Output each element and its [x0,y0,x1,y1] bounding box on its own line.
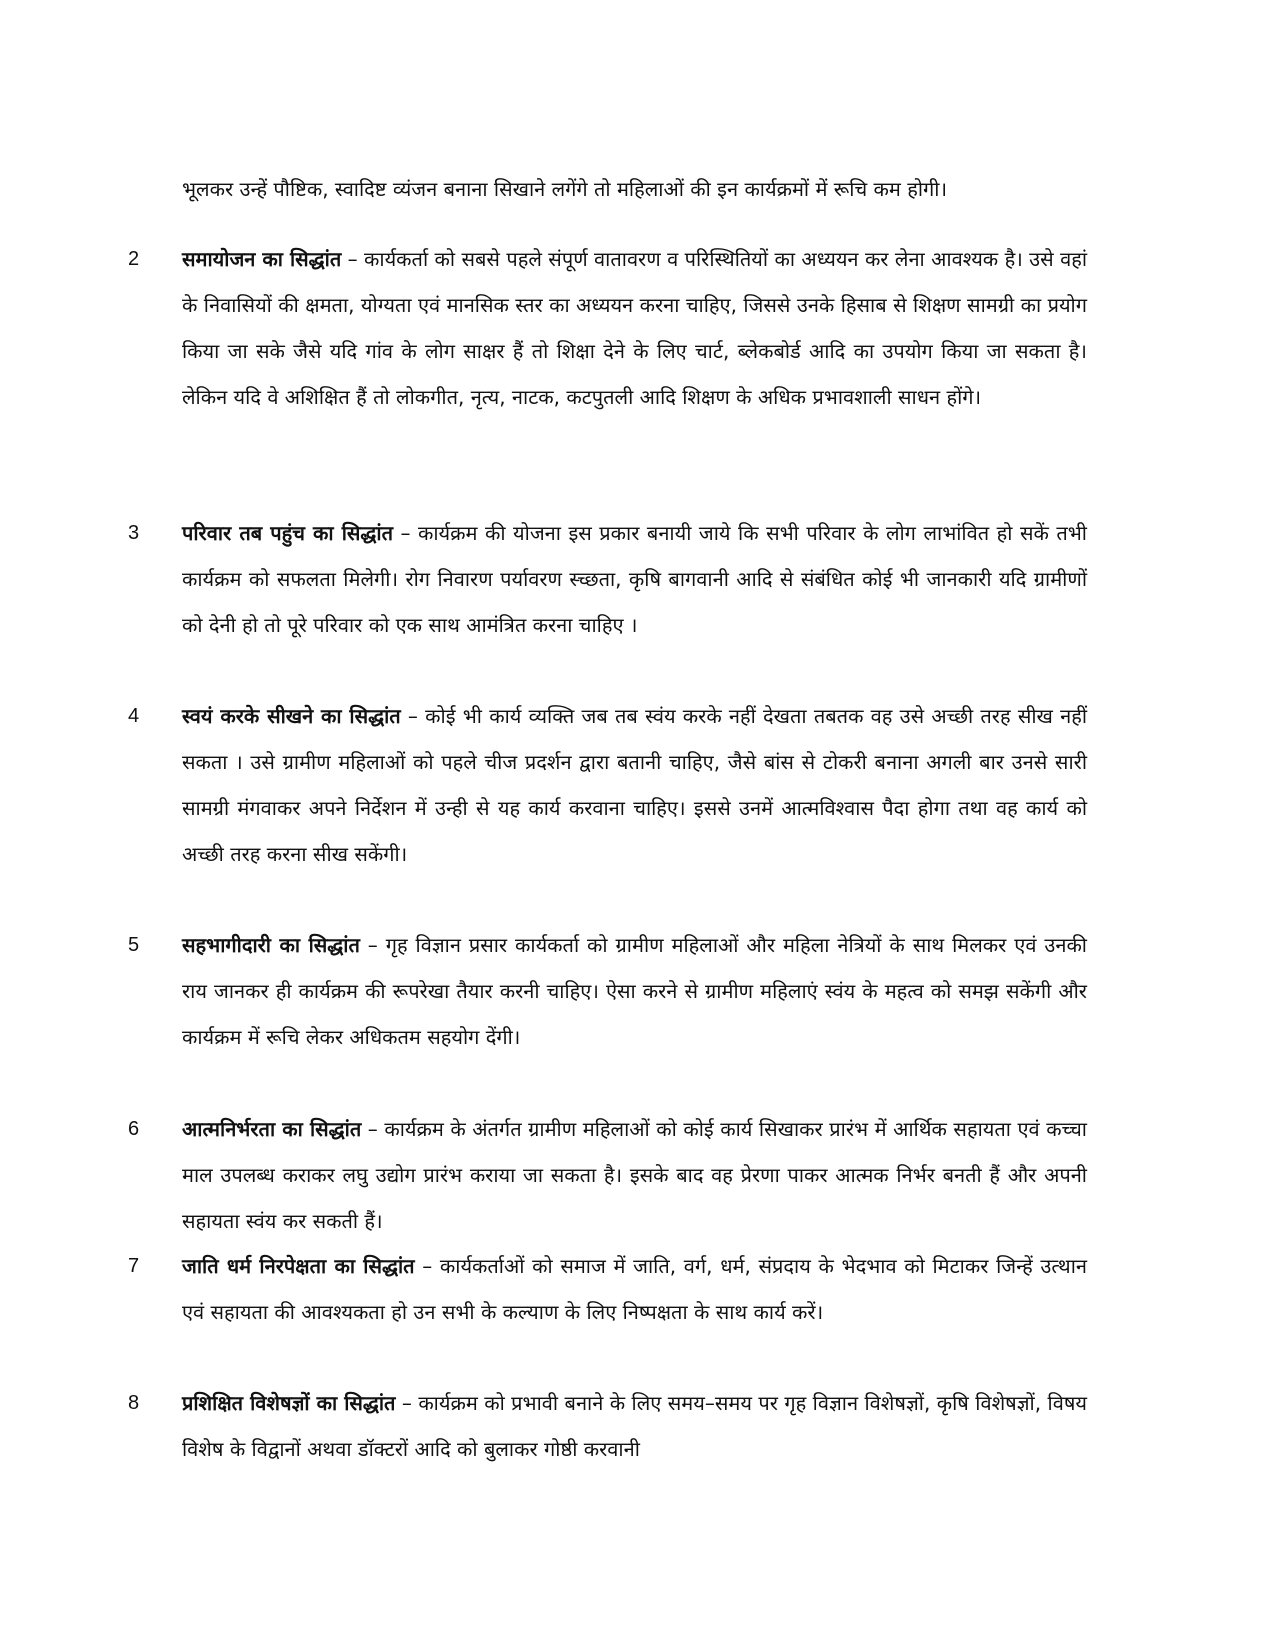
item-heading: सहभागीदारी का सिद्धांत [182,933,360,957]
item-text: – कार्यक्रम को प्रभावी बनाने के लिए समय–समय पर गृह विज्ञान विशेषज्ञों, कृषि विशेषज्ञों, विषय विशेष के विद्वानों अथवा डॉक्टरों आदि को बुलाकर गोष्ठी करवानी [182,1391,1087,1461]
item-body [182,510,1087,648]
item-text: – कार्यक्रम के अंतर्गत ग्रामीण महिलाओं को कोई कार्य सिखाकर प्रारंभ में आर्थिक सहायता एवं कच्चा माल उपलब्ध कराकर लघु उद्योग प्रारंभ कराया जा सकता है। इसके बाद वह प्रेरणा पाकर आत्मक निर्भर बनती हैं और अपनी सहायता स्वंय कर सकती हैं। [182,1117,1087,1233]
item-body [182,693,1087,877]
item-number: 3 [128,522,140,544]
item-heading: आत्मनिर्भरता का सिद्धांत [182,1117,362,1141]
item-body [182,236,1087,420]
item-text: – कार्यक्रम की योजना इस प्रकार बनायी जाये कि सभी परिवार के लोग लाभांवित हो सकें तभी कार्यक्रम को सफलता मिलेगी। रोग निवारण पर्यावरण स्च्छता, कृषि बागवानी आदि से संबंधित कोई भी जानकारी यदि ग्रामीणों को देनी हो तो पूरे परिवार को एक साथ आमंत्रित करना चाहिए । [182,521,1087,637]
item-number: 5 [128,934,140,956]
intro-paragraph: भूलकर उन्हें पौष्टिक, स्वादिष्ट व्यंजन बनाना सिखाने लगेंगे तो महिलाओं की इन कार्यक्रमों में रूचि कम होगी। [182,177,948,201]
item-text: – कार्यकर्ताओं को समाज में जाति, वर्ग, धर्म, संप्रदाय के भेदभाव को मिटाकर जिन्हें उत्थान एवं सहायता की आवश्यकता हो उन सभी के कल्याण के लिए निष्पक्षता के साथ कार्य करें। [182,1254,1087,1324]
item-number: 2 [128,248,140,270]
item-text: – कार्यकर्ता को सबसे पहले संपूर्ण वातावरण व परिस्थितियों का अध्ययन कर लेना आवश्यक है। उसे वहां के निवासियों की क्षमता, योग्यता एवं मानसिक स्तर का अध्ययन करना चाहिए, जिससे उनके हिसाब से शिक्षण सामग्री का प्रयोग किया जा सके जैसे यदि गांव के लोग साक्षर हैं तो शिक्षा देने के लिए चार्ट, ब्लेकबोर्ड आदि का उपयोग किया जा सकता है। लेकिन यदि वे अशिक्षित हैं तो लोकगीत, नृत्य, नाटक, कटपुतली आदि शिक्षण के अधिक प्रभावशाली साधन होंगे। [182,247,1087,409]
item-body [182,1106,1087,1244]
item-heading: जाति धर्म निरपेक्षता का सिद्धांत [182,1254,415,1278]
item-text: – गृह विज्ञान प्रसार कार्यकर्ता को ग्रामीण महिलाओं और महिला नेत्रियों के साथ मिलकर एवं उनकी राय जानकर ही कार्यक्रम की रूपरेखा तैयार करनी चाहिए। ऐसा करने से ग्रामीण महिलाएं स्वंय के महत्व को समझ सकेंगी और कार्यक्रम में रूचि लेकर अधिकतम सहयोग देंगी। [182,933,1087,1049]
item-number: 4 [128,705,140,727]
item-heading: प्रशिक्षित विशेषज्ञों का सिद्धांत [182,1391,396,1415]
item-number: 8 [128,1392,140,1414]
item-text: – कोई भी कार्य व्यक्ति जब तब स्वंय करके नहीं देखता तबतक वह उसे अच्छी तरह सीख नहीं सकता । उसे ग्रामीण महिलाओं को पहले चीज प्रदर्शन द्वारा बतानी चाहिए, जैसे बांस से टोकरी बनाना अगली बार उनसे सारी सामग्री मंगवाकर अपने निर्देशन में उन्ही से यह कार्य करवाना चाहिए। इससे उनमें आत्मविश्वास पैदा होगा तथा वह कार्य को अच्छी तरह करना सीख सकेंगी। [182,704,1088,866]
item-heading: परिवार तब पहुंच का सिद्धांत [182,521,393,545]
item-heading: स्वयं करके सीखने का सिद्धांत [182,704,401,728]
item-heading: समायोजन का सिद्धांत [182,247,342,271]
item-body [182,922,1087,1060]
item-number: 6 [128,1118,140,1140]
item-body [182,1380,1087,1472]
item-number: 7 [128,1255,140,1277]
item-body [182,1243,1087,1335]
